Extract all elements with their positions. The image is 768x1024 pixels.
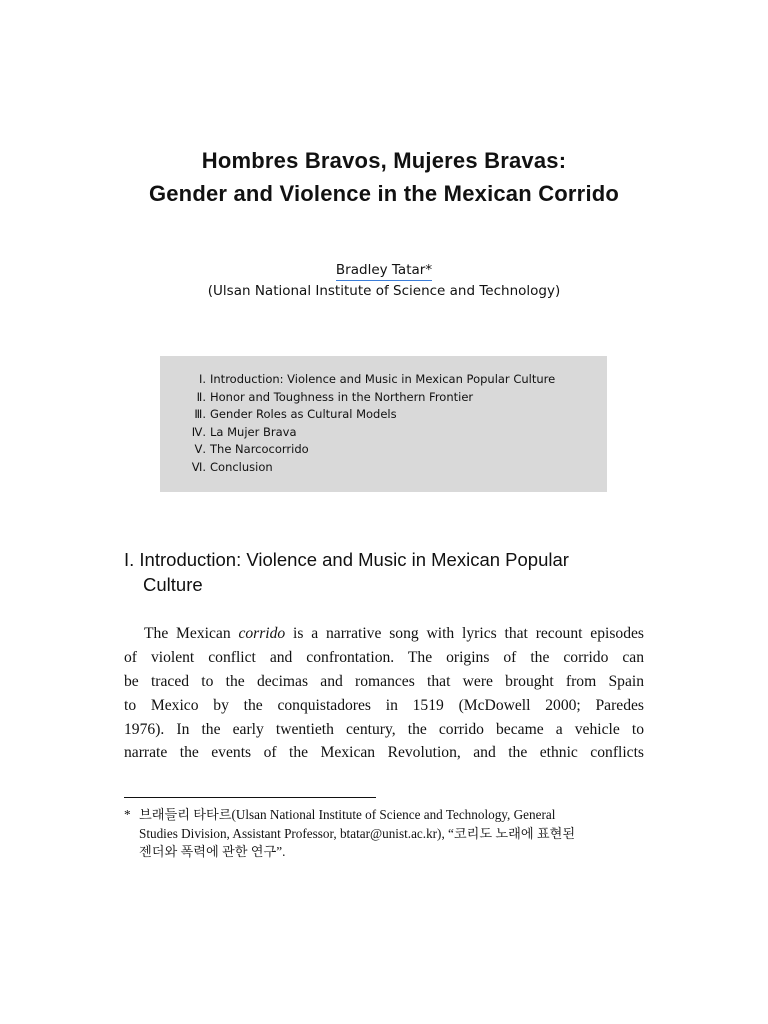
- paper-title-line1: Hombres Bravos, Mujeres Bravas:: [201, 148, 567, 173]
- body-line: be traced to the decimas and romances that were brought from Spain: [124, 672, 644, 690]
- body-line: [124, 622, 644, 646]
- author-name-text: Bradley Tatar: [335, 262, 426, 278]
- toc-item: [182, 424, 297, 441]
- author-line: [0, 262, 768, 278]
- footnote-line: Studies Division, Assistant Professor, btatar@unist.ac.kr), “코리도 노래에 표현된: [139, 825, 576, 841]
- toc-item-number: Ⅳ.: [191, 425, 206, 439]
- body-line: of violent conflict and confrontation. The origins of the corrido can: [124, 648, 644, 666]
- body-line: narrate the events of the Mexican Revolution, and the ethnic conflicts: [124, 744, 644, 762]
- toc-item-number: Ⅱ.: [196, 390, 206, 404]
- toc-item: [182, 371, 555, 388]
- toc-item: [182, 406, 397, 423]
- body-emphasis: corrido: [238, 625, 286, 642]
- body-text-run: is a narrative song with lyrics that recount episodes: [285, 625, 644, 642]
- footnote-mark: *: [124, 807, 131, 822]
- toc-item-number: Ⅰ.: [198, 372, 206, 386]
- section-heading-line1: I. Introduction: Violence and Music in Mexican Popular: [124, 549, 569, 570]
- footnote-text: 브래들리 타타르(Ulsan National Institute of Science and Technology, General: [139, 807, 556, 822]
- toc-item: [182, 389, 473, 406]
- footnote: [124, 806, 644, 862]
- author-name: [336, 262, 432, 281]
- author-footnote-mark: *: [425, 262, 433, 278]
- toc-item: [182, 459, 273, 476]
- footnote-line: 젠더와 폭력에 관한 연구”.: [139, 844, 286, 860]
- toc-item-label: The Narcocorrido: [210, 442, 309, 456]
- table-of-contents: [160, 356, 607, 492]
- toc-item-number: Ⅴ.: [194, 442, 206, 456]
- body-line: to Mexico by the conquistadores in 1519 (McDowell 2000; Paredes: [124, 696, 644, 714]
- toc-item: [182, 441, 309, 458]
- paper-title-line2: Gender and Violence in the Mexican Corrido: [148, 181, 620, 206]
- body-paragraph: [124, 622, 644, 765]
- toc-item-label: Introduction: Violence and Music in Mexican Popular Culture: [210, 372, 556, 386]
- author-affiliation: (Ulsan National Institute of Science and Technology): [207, 283, 561, 299]
- body-line: 1976). In the early twentieth century, the corrido became a vehicle to: [124, 720, 644, 738]
- section-heading: [124, 547, 644, 597]
- body-text-run: The Mexican: [144, 625, 239, 642]
- section-heading-line2: Culture: [143, 574, 203, 595]
- footnote-line: [124, 806, 644, 825]
- toc-item-label: Gender Roles as Cultural Models: [210, 407, 397, 421]
- toc-item-number: Ⅵ.: [191, 460, 206, 474]
- toc-item-label: La Mujer Brava: [210, 425, 297, 439]
- footnote-divider: [124, 797, 376, 798]
- toc-item-label: Honor and Toughness in the Northern Frontier: [210, 390, 474, 404]
- toc-item-label: Conclusion: [210, 460, 273, 474]
- toc-item-number: Ⅲ.: [194, 407, 206, 421]
